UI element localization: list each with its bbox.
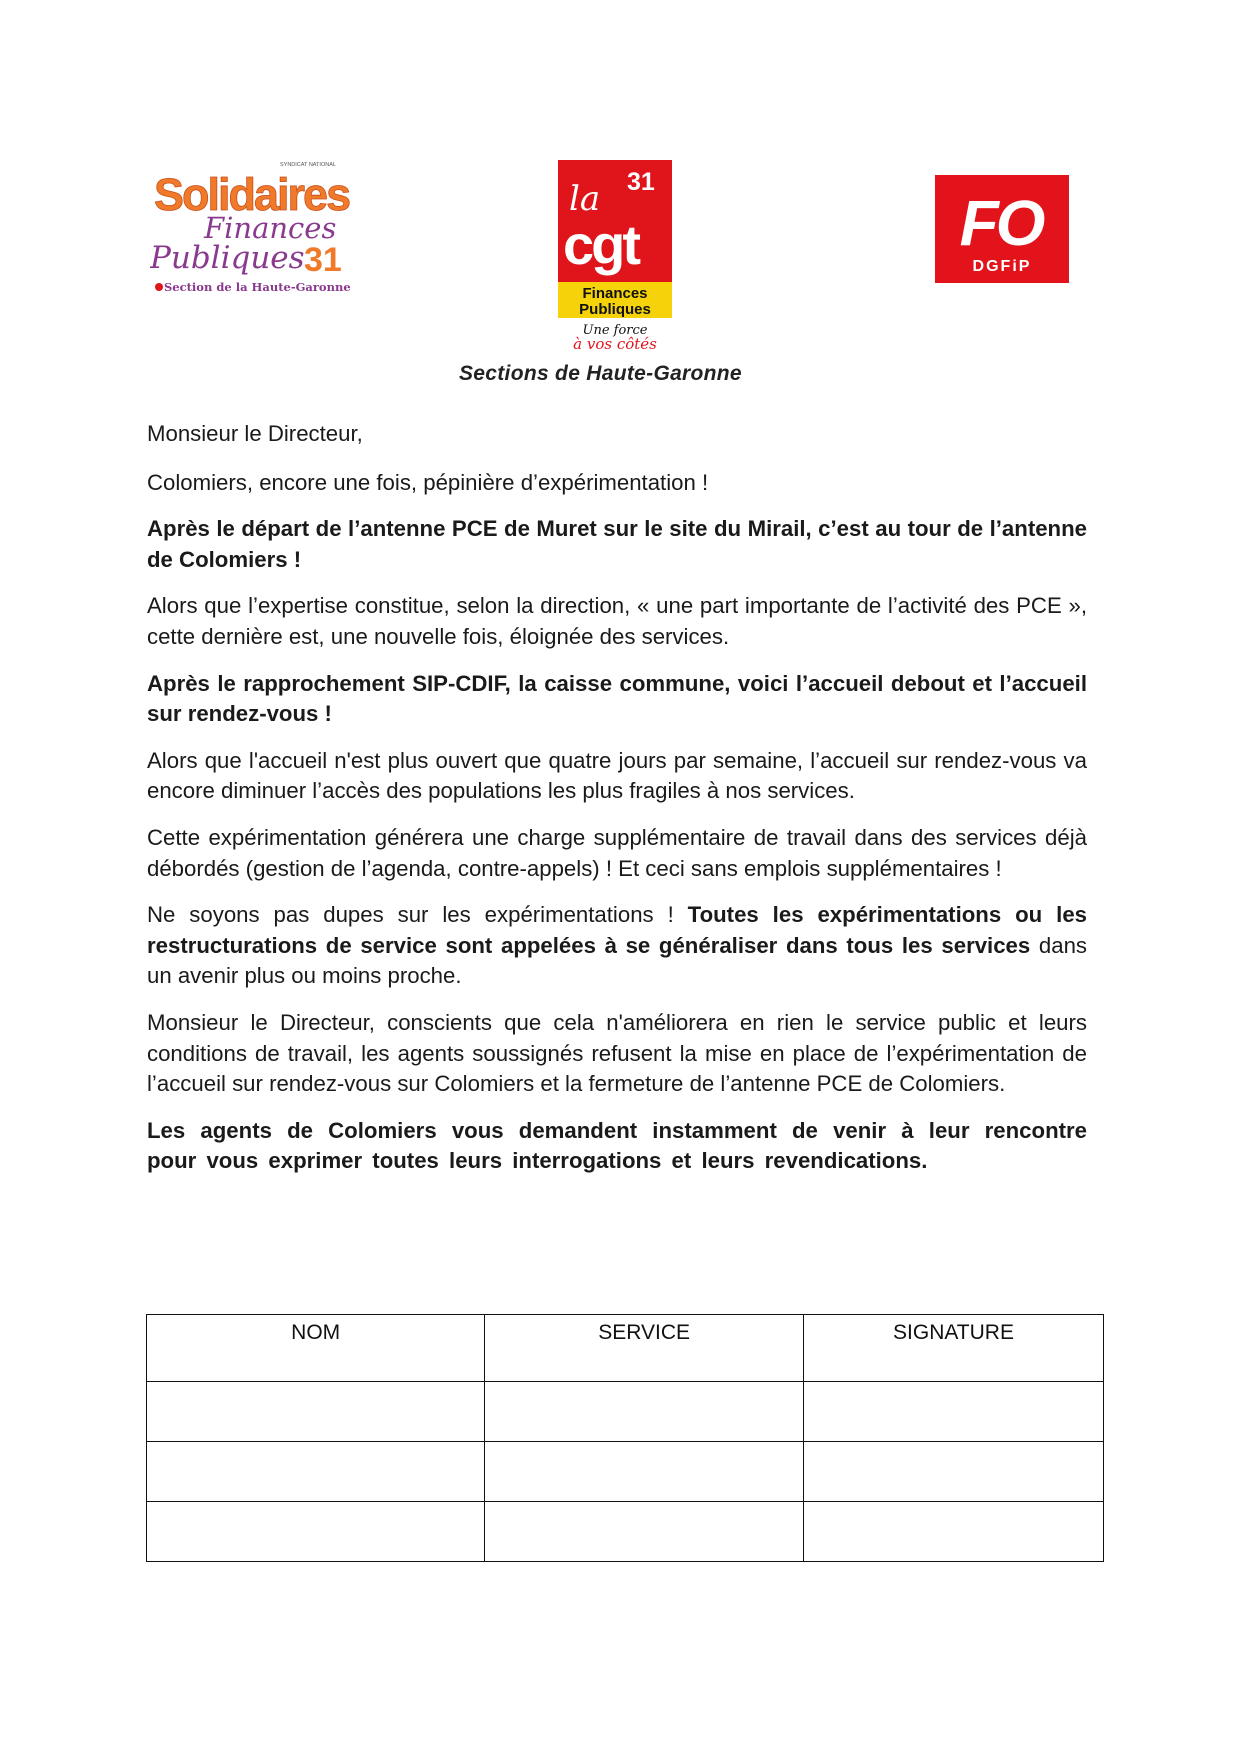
fo-name: FO [959,187,1043,259]
letter-paragraph-5: Alors que l'accueil n'est plus ouvert que quatre jours par semaine, l’accueil sur rendez-vous va encore diminuer l’accès des populations les plus fragiles à nos services. [147,747,1087,804]
letter-paragraph-9: Les agents de Colomiers vous demandent instamment de venir à leur rencontre pour vous exprimer toutes leurs interrogations et leurs revendications. [147,1117,1087,1174]
cgt-slogan-line2: à vos côtés [573,335,657,353]
service-cell[interactable] [485,1382,804,1442]
letter-paragraph-4: Après le rapprochement SIP-CDIF, la caisse commune, voici l’accueil debout et l’accueil sur rendez-vous ! [147,670,1087,727]
cgt-la: la [569,179,601,219]
solidaires-logo [150,158,356,298]
table-row [147,1442,1104,1502]
letter-salutation: Monsieur le Directeur, [147,421,363,446]
sections-caption: Sections de Haute-Garonne [459,362,742,385]
solidaires-publiques: Publiques [150,240,305,276]
paragraph-7-end: dans un avenir plus ou moins proche. [147,932,1087,989]
cgt-logo [555,160,675,355]
table-row [147,1502,1104,1562]
letter-paragraph-7 [147,900,1087,992]
service-cell[interactable] [485,1502,804,1562]
solidaires-wordmark: Solidaires [154,169,350,220]
signature-cell[interactable] [804,1502,1104,1562]
letter-paragraph-6: Cette expérimentation générera une charge supplémentaire de travail dans des services déjà débordés (gestion de l’agenda, contre-appels) ! Et ceci sans emplois supplémentaires ! [147,824,1087,881]
cgt-slogan-line1: Une force [582,323,648,338]
signature-table [146,1314,1104,1562]
solidaires-bullet [155,283,163,291]
letter-paragraph-1: Colomiers, encore une fois, pépinière d’expérimentation ! [147,469,709,495]
service-cell[interactable] [485,1442,804,1502]
paragraph-7-intro: Ne soyons pas dupes sur les expérimentations ! [147,902,688,928]
header-service: SERVICE [485,1315,804,1382]
cgt-number: 31 [627,168,655,196]
cgt-finances: Finances [582,285,648,302]
solidaires-number: 31 [304,241,342,279]
cgt-publiques: Publiques [579,301,651,318]
fo-sub: DGFiP [972,258,1032,275]
solidaires-kicker: SYNDICAT NATIONAL [280,162,336,168]
solidaires-subtitle: Section de la Haute-Garonne [164,280,351,294]
table-row [147,1382,1104,1442]
nom-cell[interactable] [147,1502,485,1562]
letter-paragraph-2: Après le départ de l’antenne PCE de Muret sur le site du Mirail, c’est au tour de l’antenne de Colomiers ! [147,516,1087,572]
header-nom: NOM [147,1315,485,1382]
paragraph-7-emphasis: Toutes les expérimentations ou les restructurations de service sont appelées à se généraliser dans tous les services [147,902,1087,958]
letter-paragraph-8: Monsieur le Directeur, conscients que cela n'améliorera en rien le service public et leurs conditions de travail, les agents soussignés refusent la mise en place de l’expérimentation de l’accueil sur rendez-vous sur Colomiers et la fermeture de l’antenne PCE de Colomiers. [147,1009,1087,1097]
letter-body [147,419,1087,1193]
letter-paragraph-3: Alors que l’expertise constitue, selon la direction, « une part importante de l’activité des PCE », cette dernière est, une nouvelle fois, éloignée des services. [147,593,1087,649]
fo-logo [935,175,1069,283]
nom-cell[interactable] [147,1382,485,1442]
signature-cell[interactable] [804,1382,1104,1442]
solidaires-finances: Finances [204,211,337,245]
signature-cell[interactable] [804,1442,1104,1502]
nom-cell[interactable] [147,1442,485,1502]
signature-table-header [147,1315,1104,1382]
cgt-name: cgt [563,213,638,276]
header-signature: SIGNATURE [804,1315,1104,1382]
